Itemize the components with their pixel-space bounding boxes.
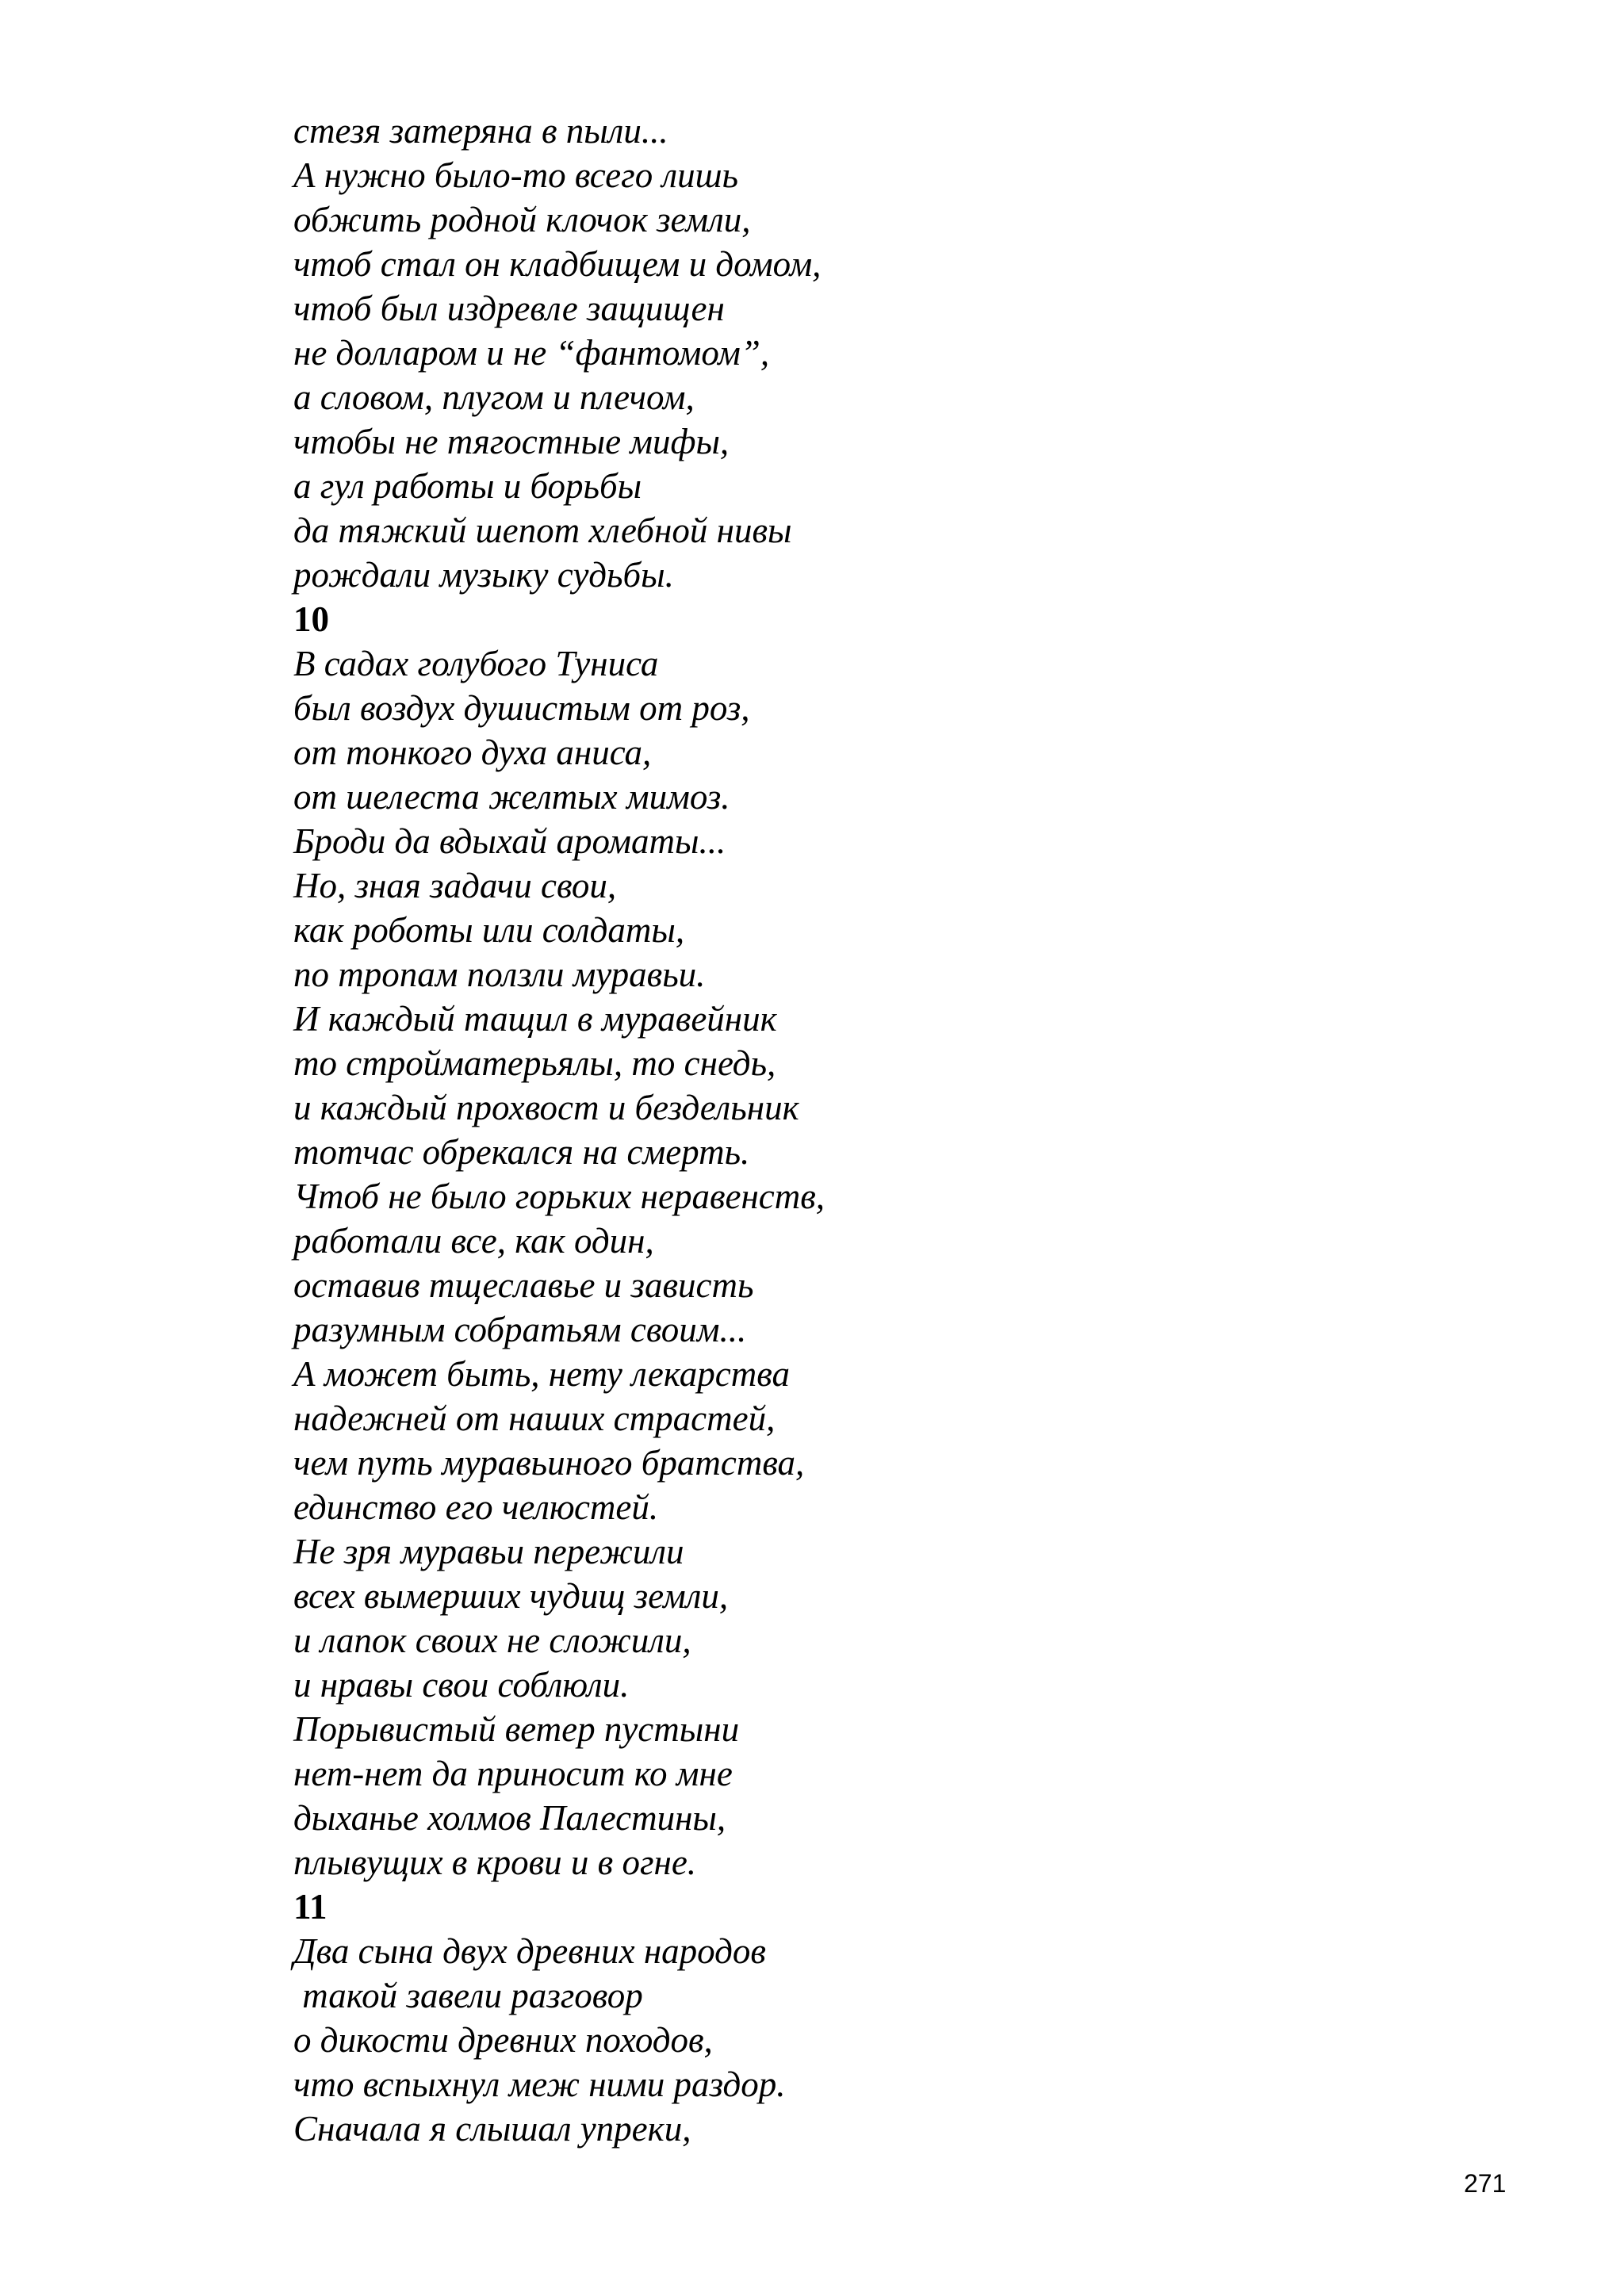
poem-line: что вспыхнул меж ними раздор. — [293, 2064, 786, 2104]
poem-line: стезя затеряна в пыли... — [293, 111, 668, 151]
poem-line: Чтоб не было горьких неравенств, — [293, 1177, 825, 1216]
poem-line: и каждый прохвост и бездельник — [293, 1088, 799, 1127]
poem-line: по тропам ползли муравьи. — [293, 955, 706, 994]
poem-line: рождали музыку судьбы. — [293, 555, 674, 595]
poem-line: нет-нет да приносит ко мне — [293, 1754, 733, 1793]
poem-line: надежней от наших страстей, — [293, 1399, 776, 1438]
poem-line: Порывистый ветер пустыни — [293, 1709, 740, 1749]
poem-line: Но, зная задачи свои, — [293, 866, 617, 905]
poem-line: то стройматерьялы, то снедь, — [293, 1043, 776, 1083]
poem-line: о дикости древних походов, — [293, 2020, 713, 2060]
poem-line: А нужно было-то всего лишь — [293, 155, 739, 195]
poem-line: дыханье холмов Палестины, — [293, 1798, 726, 1838]
poem-line: И каждый тащил в муравейник — [293, 999, 777, 1039]
poem-line: тотчас обрекался на смерть. — [293, 1132, 750, 1172]
poem-line: разумным собратьям своим... — [293, 1310, 747, 1349]
page-number: 271 — [1464, 2169, 1507, 2198]
poem-line: оставив тщеславье и зависть — [293, 1265, 754, 1305]
poem-line: работали все, как один, — [293, 1221, 654, 1261]
poem-line: Не зря муравьи пережили — [293, 1532, 684, 1571]
poem-line: Сначала я слышал упреки, — [293, 2109, 691, 2149]
poem-line: не долларом и не “фантомом”, — [293, 333, 770, 373]
poem-line: был воздух душистым от роз, — [293, 688, 750, 728]
poem-text — [293, 109, 1483, 2151]
poem-line: и лапок своих не сложили, — [293, 1621, 691, 1660]
poem-line: чтоб был издревле защищен — [293, 289, 725, 328]
poem-line: чтобы не тягостные мифы, — [293, 422, 730, 461]
poem-line: а словом, плугом и плечом, — [293, 377, 695, 417]
poem-line: обжить родной клочок земли, — [293, 200, 751, 239]
poem-line: и нравы свои соблюли. — [293, 1665, 630, 1705]
poem-line: а гул работы и борьбы — [293, 466, 642, 506]
section-number: 10 — [293, 599, 329, 639]
poem-line: чем путь муравьиного братства, — [293, 1443, 805, 1483]
poem-line: такой завели разговор — [293, 1976, 643, 2015]
poem-line: от тонкого духа аниса, — [293, 733, 652, 772]
poem-line: как роботы или солдаты, — [293, 910, 685, 950]
poem-line: А может быть, нету лекарства — [293, 1354, 790, 1394]
poem-line: Броди да вдыхай ароматы... — [293, 821, 726, 861]
poem-line: чтоб стал он кладбищем и домом, — [293, 244, 822, 284]
poem-line: В садах голубого Туниса — [293, 644, 659, 683]
poem-line: единство его челюстей. — [293, 1487, 659, 1527]
poem-line: плывущих в крови и в огне. — [293, 1843, 697, 1882]
poem-line: Два сына двух древних народов — [293, 1931, 766, 1971]
poem-line: от шелеста желтых мимоз. — [293, 777, 730, 817]
poem-line: да тяжкий шепот хлебной нивы — [293, 511, 792, 550]
section-number: 11 — [293, 1887, 327, 1927]
poem-line: всех вымерших чудищ земли, — [293, 1576, 729, 1616]
